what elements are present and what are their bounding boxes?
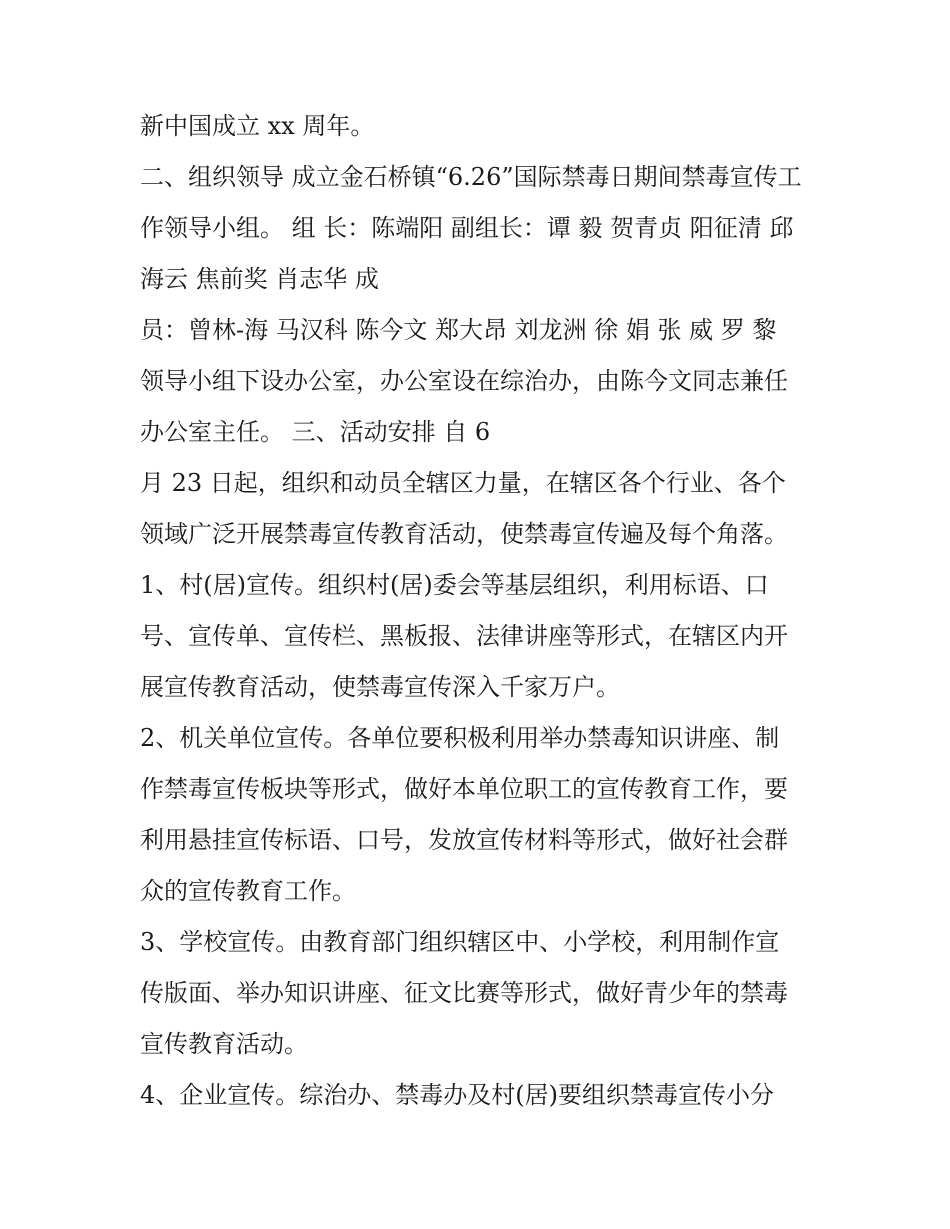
text-line: 宣传教育活动。 [140,1030,308,1058]
text-line: 新中国成立 xx 周年。 [140,112,375,140]
text-line: 众的宣传教育工作。 [140,877,356,905]
text-line: 海云 焦前奖 肖志华 成 [140,265,379,293]
text-line: 1、村(居)宣传。组织村(居)委会等基层组织，利用标语、口 [140,571,769,599]
text-line: 4、企业宣传。综治办、禁毒办及村(居)要组织禁毒宣传小分 [140,1081,774,1109]
text-line: 2、机关单位宣传。各单位要积极利用举办禁毒知识讲座、制 [140,724,780,752]
text-line: 领导小组下设办公室，办公室设在综治办，由陈今文同志兼任 [140,367,788,395]
text-line: 展宣传教育活动，使禁毒宣传深入千家万户。 [140,673,620,701]
text-line: 号、宣传单、宣传栏、黑板报、法律讲座等形式，在辖区内开 [140,622,788,650]
text-line: 利用悬挂宣传标语、口号，发放宣传材料等形式，做好社会群 [140,826,788,854]
text-line: 作禁毒宣传板块等形式，做好本单位职工的宣传教育工作，要 [140,775,788,803]
text-line: 办公室主任。 三、活动安排 自 6 [140,418,491,446]
text-line: 作领导小组。 组 长：陈端阳 副组长：谭 毅 贺青贞 阳征清 邱 [140,214,794,242]
text-line: 二、组织领导 成立金石桥镇“6.26”国际禁毒日期间禁毒宣传工 [140,163,802,191]
text-line: 月 23 日起，组织和动员全辖区力量，在辖区各个行业、各个 [140,469,786,497]
text-line: 3、学校宣传。由教育部门组织辖区中、小学校，利用制作宣 [140,928,780,956]
text-line: 传版面、举办知识讲座、征文比赛等形式，做好青少年的禁毒 [140,979,788,1007]
text-line: 领域广泛开展禁毒宣传教育活动，使禁毒宣传遍及每个角落。 [140,520,788,548]
text-line: 员：曾林-海 马汉科 陈今文 郑大昂 刘龙洲 徐 娟 张 威 罗 黎 [140,316,777,344]
